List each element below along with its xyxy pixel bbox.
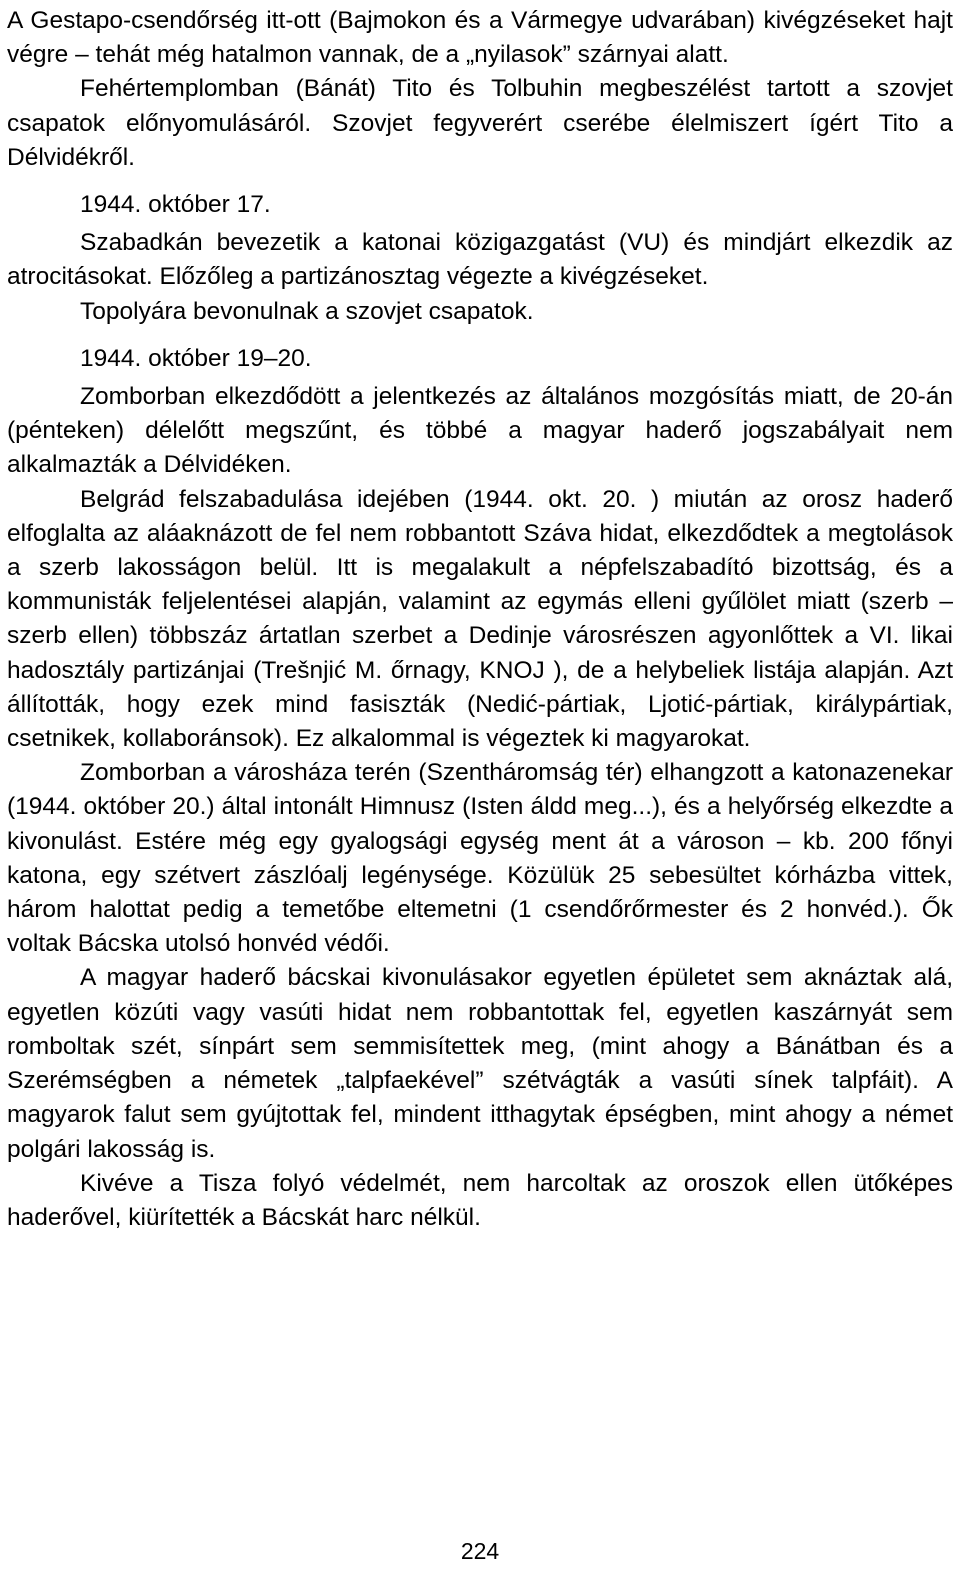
paragraph-belgrade-liberation: Belgrád felszabadulása idejében (1944. okt. 20. ) miután az orosz haderő elfoglalta az aláaknázott de fel nem robbantott Száva hidat, elkezdődtek a megtolások a szerb lakosságon belül. Itt is megalakult a népfelszabadító bizottság, és a kommunisták feljelentései alapján, valamint az egymás elleni gyűlölet miatt (szerb – szerb ellen) többszáz ártatlan szerbet a Dedinje városrészen agyonlőttek a VI. likai hadosztály partizánjai (Trešnjić M. őrnagy, KNOJ ), de a helybeliek listája alapján. Azt állították, hogy ezek mind fasiszták (Nedić-pártiak, Ljotić-pártiak, királypártiak, csetnikek, kollaboránsok). Ez alkalommal is végeztek ki magyarokat.: [7, 485, 953, 753]
page-body: [7, 4, 953, 1235]
paragraph-hungarian-withdrawal: A magyar haderő bácskai kivonulásakor egyetlen épületet sem aknáztak alá, egyetlen közúti vagy vasúti hidat nem robbantottak fel, egyetlen kaszárnyát sem romboltak szét, sínpárt sem semmisítettek meg, (mint ahogy a Bánátban és a Szerémségben a németek „talpfaekével” szétvágták a vasúti sínek talpfáit). A magyarok falut sem gyújtottak fel, mindent itthagytak épségben, mint ahogy a német polgári lakosság is.: [7, 964, 953, 1163]
paragraph-tisza-defence: Kivéve a Tisza folyó védelmét, nem harcoltak az oroszok ellen ütőképes haderővel, kiürítették a Bácskát harc nélkül.: [7, 1169, 953, 1231]
date-heading-october-19-20: 1944. október 19–20.: [80, 344, 312, 372]
book-page: [7, 0, 953, 1574]
paragraph-gestapo-executions: A Gestapo-csendőrség itt-ott (Bajmokon és a Vármegye udvarában) kivégzéseket hajt végre – tehát még hatalmon vannak, de a „nyilasok” szárnyai alatt.: [7, 7, 953, 69]
paragraph-topolya-soviet-troops: Topolyára bevonulnak a szovjet csapatok.: [80, 297, 534, 325]
paragraph-zombor-withdrawal: Zomborban a városháza terén (Szentháromság tér) elhangzott a katonazenekar (1944. október 20.) által intonált Himnusz (Isten áldd meg...), és a helyőrség elkezdte a kivonulást. Estére még egy gyalogsági egység ment át a városon – kb. 200 főnyi katona, egy szétvert zászlóalj legénysége. Közülük 25 sebesültet kórházba vittek, három halottat pedig a temetőbe eltemetni (1 csendőrőrmester és 2 honvéd.). Ők voltak Bácska utolsó honvéd védői.: [7, 759, 953, 958]
paragraph-szabadka-administration: Szabadkán bevezetik a katonai közigazgatást (VU) és mindjárt elkezdik az atrocitásokat. Előzőleg a partizánosztag végezte a kivégzéseket.: [7, 229, 953, 291]
date-heading-october-17: 1944. október 17.: [80, 191, 271, 219]
page-number: 224: [460, 1538, 500, 1564]
paragraph-fehertemplom-meeting: Fehértemplomban (Bánát) Tito és Tolbuhin megbeszélést tartott a szovjet csapatok előnyomulásáról. Szovjet fegyverért cserébe élelmiszert ígért Tito a Délvidékről.: [7, 75, 953, 171]
paragraph-zombor-mobilisation: Zomborban elkezdődött a jelentkezés az általános mozgósítás miatt, de 20-án (pénteken) délelőtt megszűnt, és többé a magyar haderő jogszabályait nem alkalmazták a Délvidéken.: [7, 383, 953, 479]
